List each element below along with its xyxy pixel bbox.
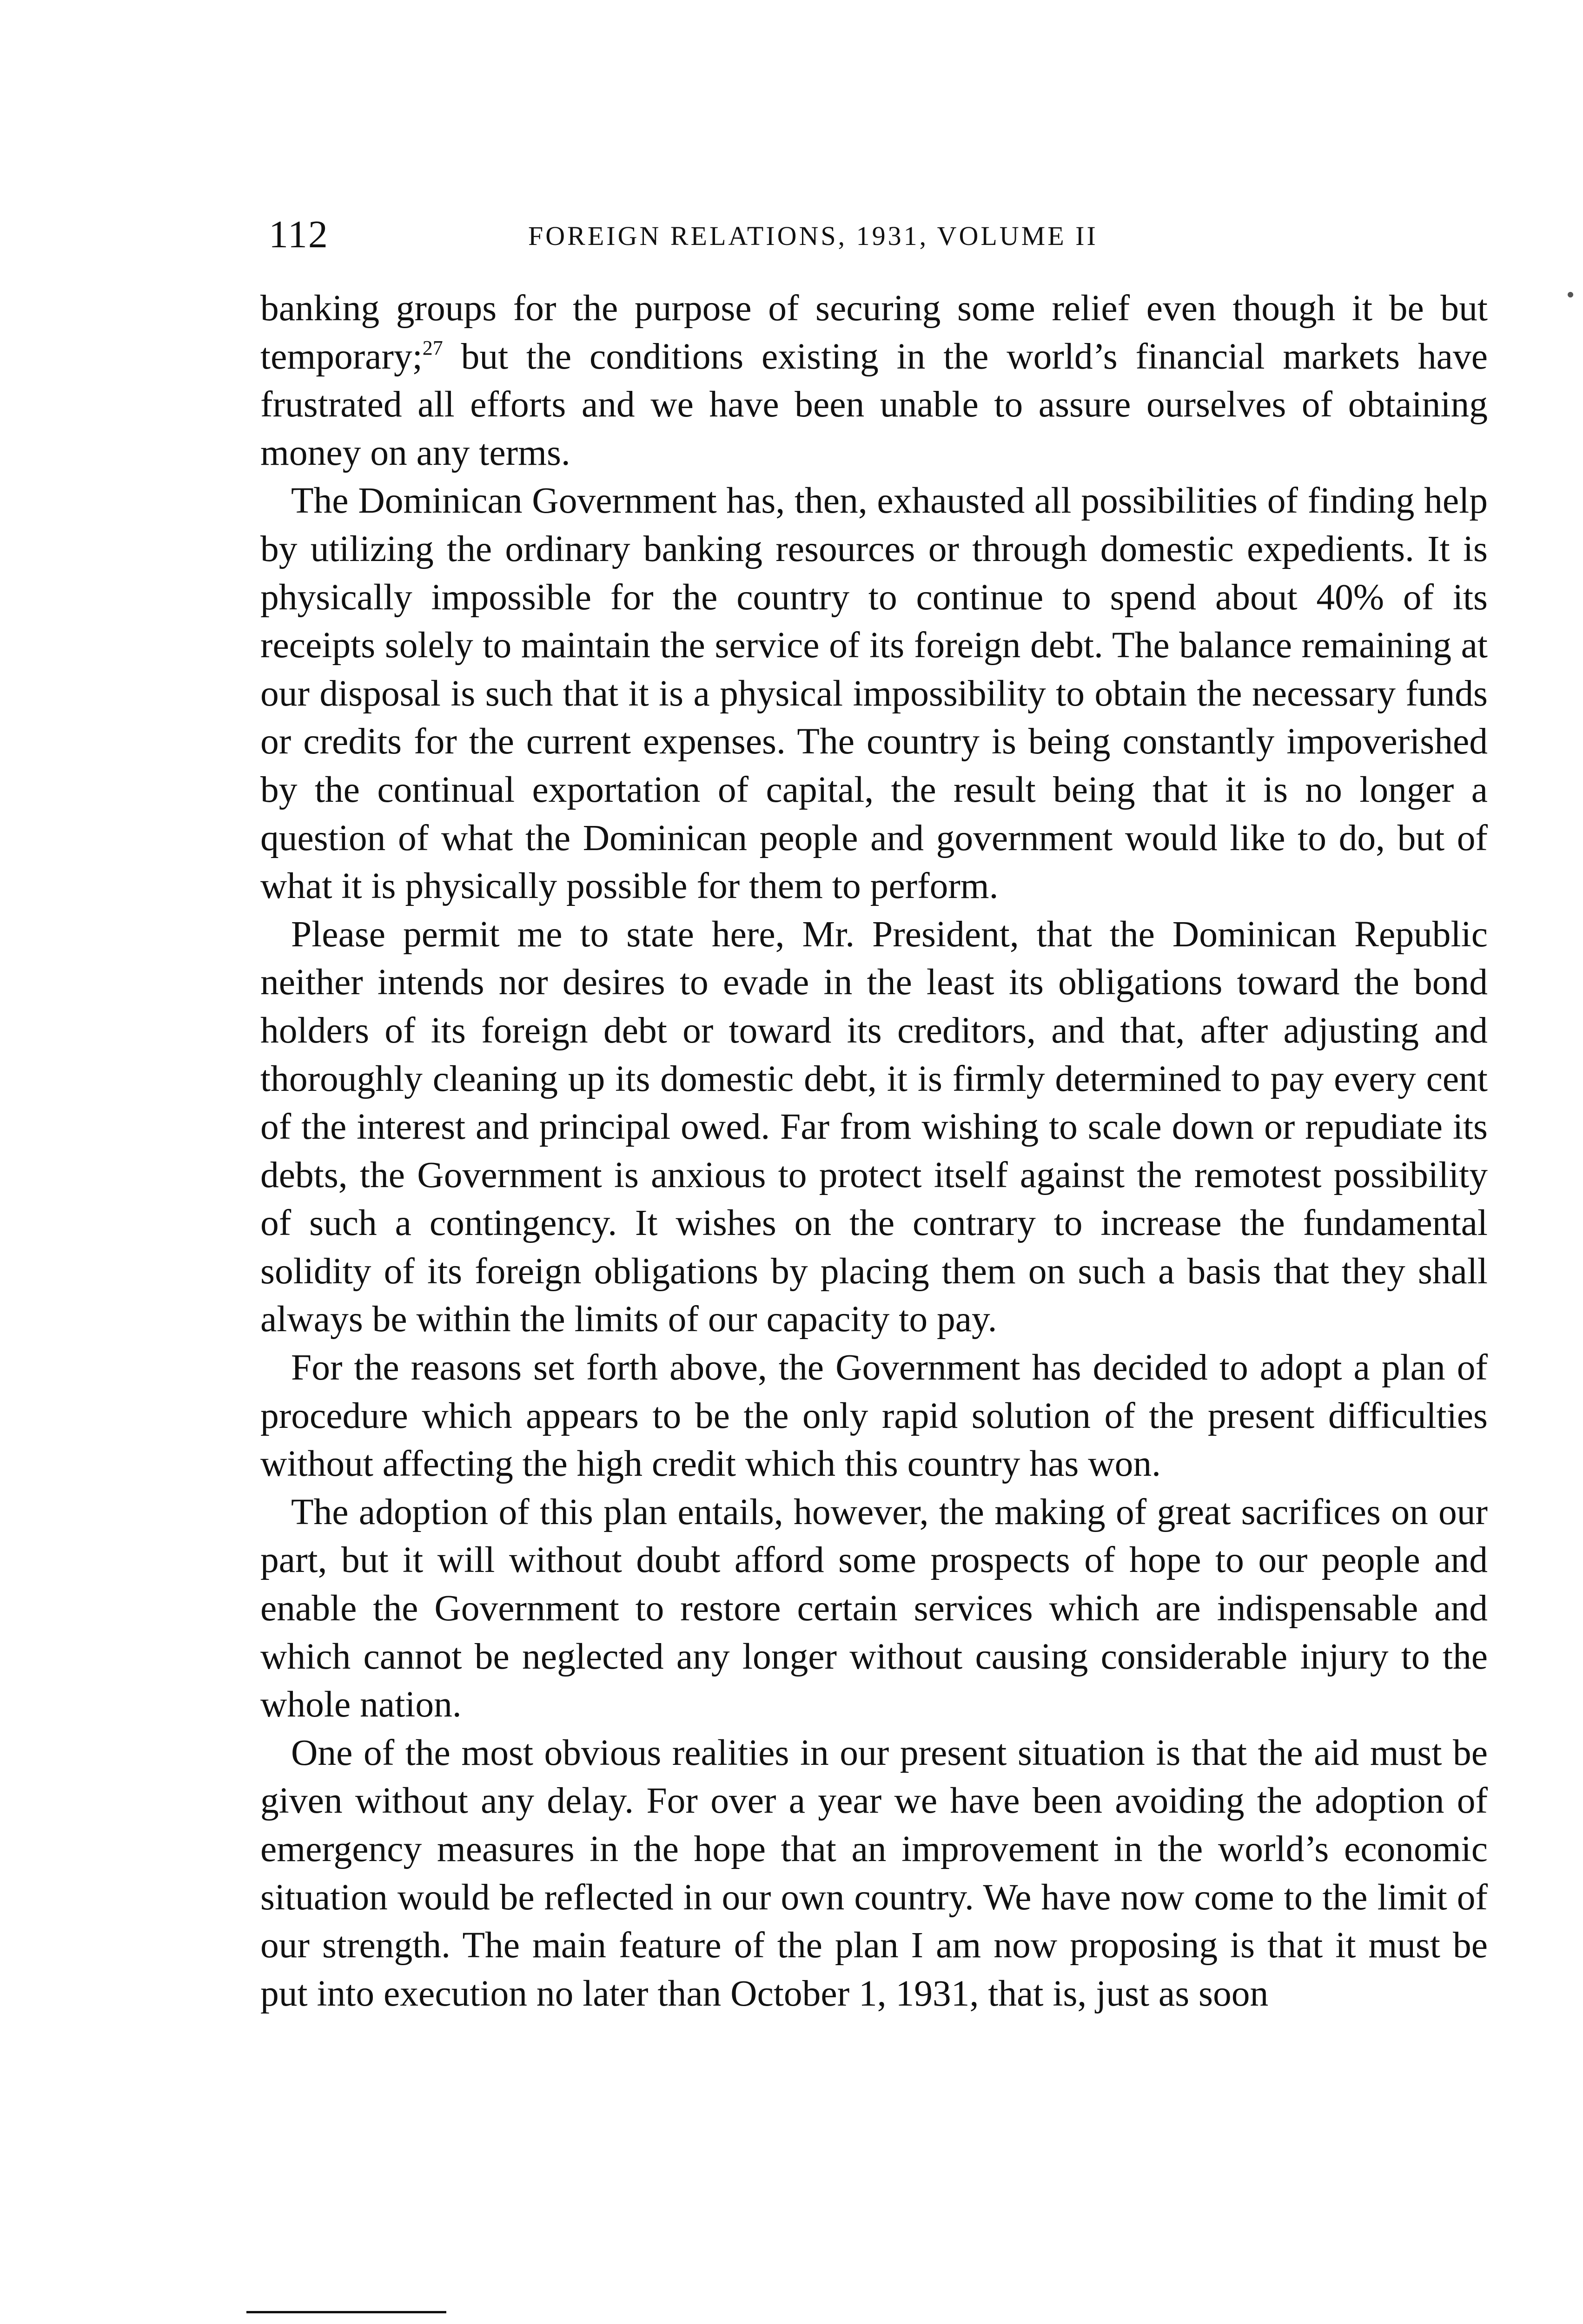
paragraph-4: For the reasons set forth above, the Government has decided to adopt a plan of procedure which appears to be the only rapid solution of the present difficulties without affecting the high credit which this country has won. [260, 1347, 1488, 1485]
paragraph-3: Please permit me to state here, Mr. President, that the Dominican Republic neither intends nor desires to evade in the least its obligations toward the bond holders of its foreign debt or toward its creditors, and that, after adjusting and thoroughly cleaning up its domestic debt, it is firmly determined to pay every cent of the interest and principal owed. Far from wishing to scale down or repudiate its debts, the Government is anxious to protect itself against the remotest possibility of such a contingency. It wishes on the contrary to increase the fundamental solidity of its foreign obligations by placing them on such a basis that they shall always be within the limits of our capacity to pay. [260, 913, 1488, 1340]
footnote-divider [246, 2311, 446, 2313]
paragraph-1-part-a: banking groups for the purpose of securing some relief even though it be but temporary; [260, 288, 1488, 377]
page-number: 112 [269, 213, 329, 256]
paragraph-2: The Dominican Government has, then, exhausted all possibilities of finding help by utilizing the ordinary banking resources or through domestic expedients. It is physically impossible for the country to continue to spend about 40% of its receipts solely to maintain the service of its foreign debt. The balance remaining at our disposal is such that it is a physical impossibility to obtain the necessary funds or credits for the current expenses. The country is being constantly impoverished by the continual exportation of capital, the result being that it is no longer a question of what the Dominican people and government would like to do, but of what it is physically possible for them to perform. [260, 480, 1488, 907]
footnote-reference: 27 [422, 336, 443, 359]
paragraph-1 [260, 284, 1488, 477]
running-title: FOREIGN RELATIONS, 1931, VOLUME II [528, 221, 1098, 251]
body-text [260, 284, 1488, 2018]
paragraph-5: The adoption of this plan entails, however, the making of great sacrifices on our part, but it will without doubt afford some prospects of hope to our people and enable the Government to restore certain services which are indispensable and which cannot be neglected any longer without causing considerable injury to the whole nation. [260, 1491, 1488, 1725]
paragraph-6: One of the most obvious realities in our present situation is that the aid must be given without any delay. For over a year we have been avoiding the adoption of emergency measures in the hope that an improvement in the world’s economic situation would be reflected in our own country. We have now come to the limit of our strength. The main feature of the plan I am now proposing is that it must be put into execution no later than October 1, 1931, that is, just as soon [260, 1732, 1488, 2014]
running-head [269, 209, 1496, 260]
paragraph-1-part-b: but the conditions existing in the world’s financial markets have frustrated all efforts and we have been unable to assure ourselves of obtaining money on any terms. [260, 336, 1488, 473]
margin-speck [1568, 292, 1573, 297]
